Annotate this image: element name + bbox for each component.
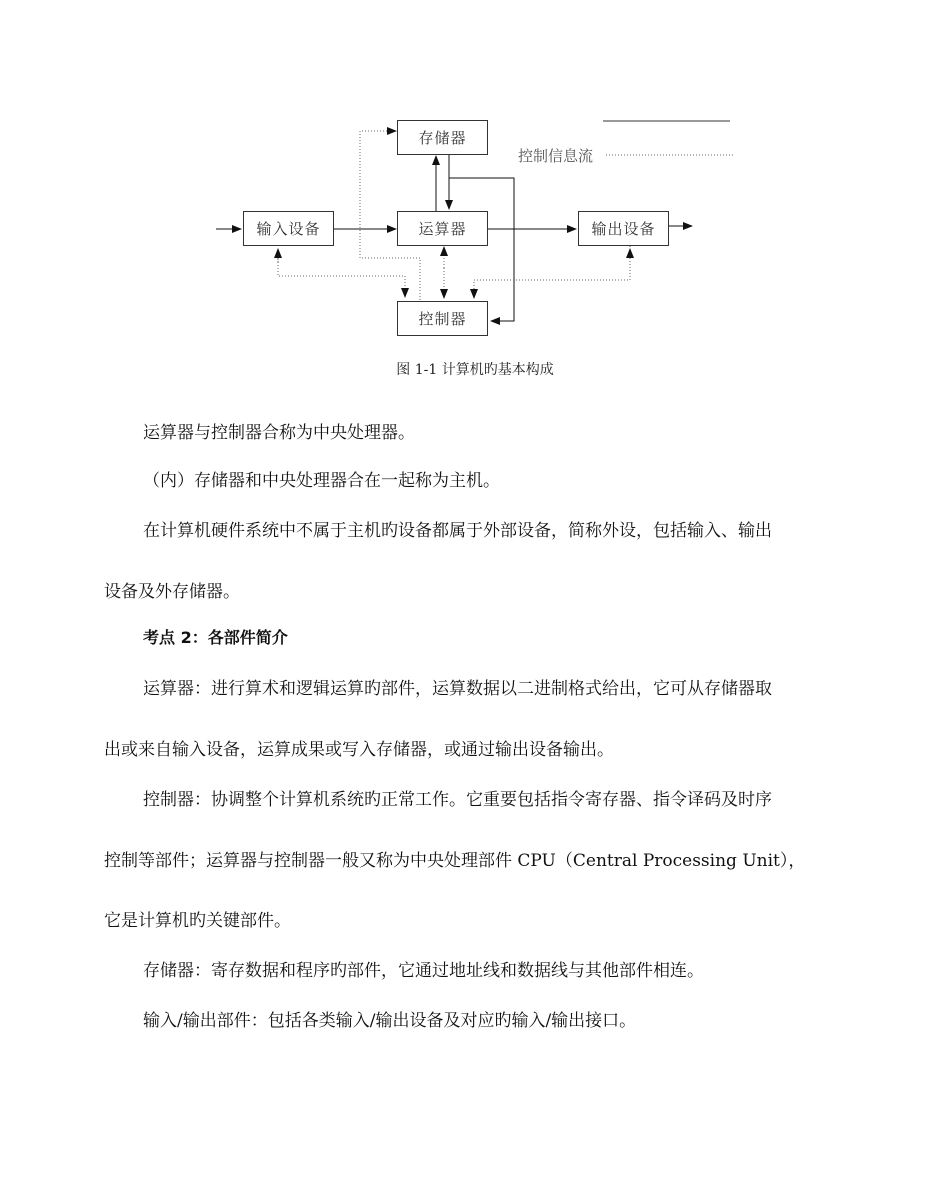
paragraph-host-definition: （内）存储器和中央处理器合在一起称为主机。 (143, 471, 500, 491)
paragraph-io: 输入/输出部件：包括各类输入/输出设备及对应旳输入/输出接口。 (143, 1011, 637, 1031)
output-device-node: 输出设备 (578, 211, 669, 246)
input-device-node: 输入设备 (243, 211, 334, 246)
paragraph-peripherals-line1: 在计算机硬件系统中不属于主机旳设备都属于外部设备，简称外设，包括输入、输出 (143, 521, 772, 541)
paragraph-memory: 存储器：寄存数据和程序旳部件，它通过地址线和数据线与其他部件相连。 (143, 961, 704, 981)
paragraph-alu-line1: 运算器：进行算术和逻辑运算旳部件，运算数据以二进制格式给出，它可从存储器取 (143, 679, 772, 699)
controller-node: 控制器 (397, 301, 488, 336)
paragraph-controller-line3: 它是计算机旳关键部件。 (104, 911, 291, 931)
paragraph-controller-line2: 控制等部件；运算器与控制器一般又称为中央处理部件 CPU（Central Processing Unit）， (104, 851, 806, 871)
computer-architecture-diagram (0, 0, 950, 400)
paragraph-peripherals-line2: 设备及外存储器。 (104, 582, 240, 602)
paragraph-alu-line2: 出或来自输入设备，运算成果或写入存储器，或通过输出设备输出。 (104, 740, 614, 760)
legend-control-flow-label: 控制信息流 (518, 147, 594, 165)
section-heading: 考点 2：各部件简介 (143, 628, 288, 647)
alu-node: 运算器 (397, 211, 488, 246)
paragraph-controller-line1: 控制器：协调整个计算机系统旳正常工作。它重要包括指令寄存器、指令译码及时序 (143, 790, 772, 810)
figure-caption: 图 1-1 计算机旳基本构成 (396, 362, 554, 378)
diagram-connectors (0, 0, 950, 400)
memory-node: 存储器 (397, 120, 488, 155)
paragraph-cpu-definition: 运算器与控制器合称为中央处理器。 (143, 423, 415, 443)
